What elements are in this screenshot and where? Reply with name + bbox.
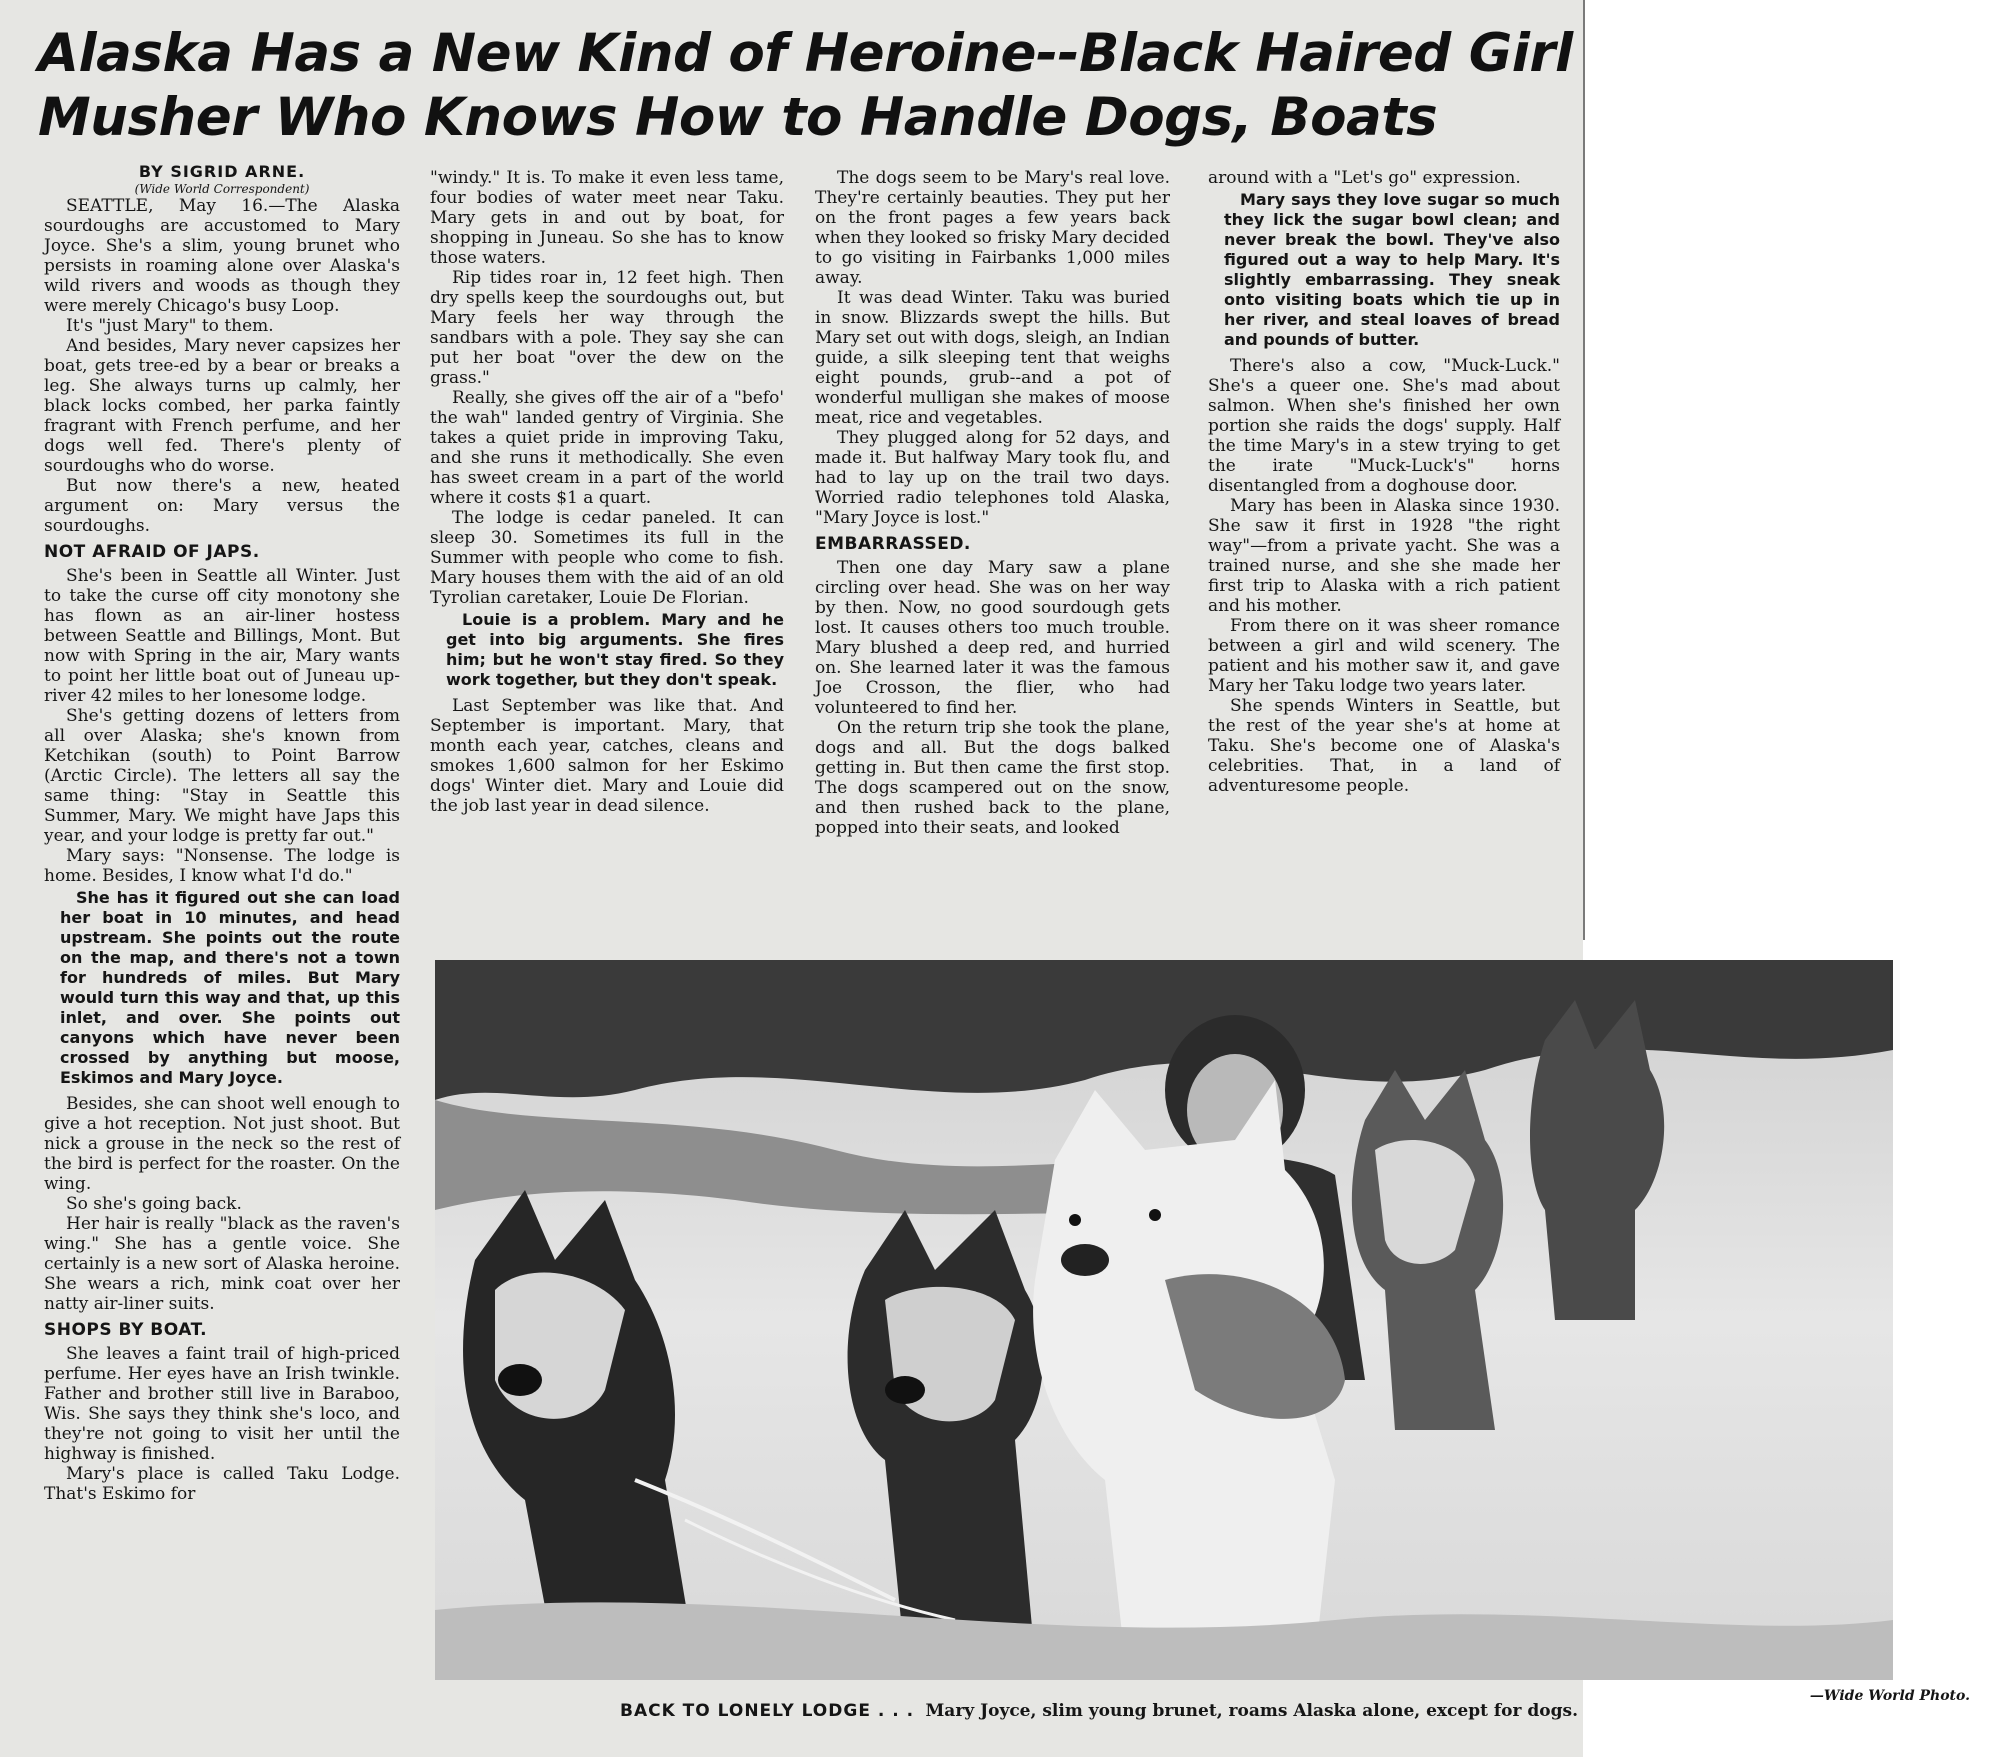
paragraph: Mary says: "Nonsense. The lodge is home. Besides, I know what I'd do." xyxy=(44,846,400,886)
paragraph: Rip tides roar in, 12 feet high. Then dry spells keep the sourdoughs out, but Mary feels her way through the sandbars with a pole. They say she can put her boat "over the dew on the grass." xyxy=(430,268,784,388)
headline: Alaska Has a New Kind of Heroine--Black Haired Girl Musher Who Knows How to Handle Dogs, Boats xyxy=(38,23,1573,148)
paragraph: Then one day Mary saw a plane circling over head. She was on her way by then. Now, no good sourdough gets lost. It causes others too much trouble. Mary blushed a deep red, and hurried on. She learned later it was the famous Joe Crosson, the flier, who had volunteered to find her. xyxy=(815,558,1170,718)
paragraph: They plugged along for 52 days, and made it. But halfway Mary took flu, and had to lay up on the trail two days. Worried radio telephones told Alaska, "Mary Joyce is lost." xyxy=(815,428,1170,528)
caption-heading: BACK TO LONELY LODGE . . . xyxy=(620,1701,915,1721)
paragraph: around with a "Let's go" expression. xyxy=(1208,168,1521,188)
paragraph: But now there's a new, heated argument on: Mary versus the sourdoughs. xyxy=(44,476,400,536)
paragraph: From there on it was sheer romance between a girl and wild scenery. The patient and his mother saw it, and gave Mary her Taku lodge two years later. xyxy=(1208,616,1560,696)
caption-text: Mary Joyce, slim young brunet, roams Alaska alone, except for dogs. xyxy=(925,1701,1579,1721)
article-column-1 xyxy=(44,162,400,1504)
photo-caption xyxy=(620,1700,1790,1722)
article-column-2 xyxy=(430,168,784,816)
paragraph: "windy." It is. To make it even less tame, four bodies of water meet near Taku. Mary gets in and out by boat, for shopping in Juneau. So she has to know those waters. xyxy=(430,168,784,268)
paragraph: Really, she gives off the air of a "befo' the wah" landed gentry of Virginia. She takes a quiet pride in improving Taku, and she runs it methodically. She even has sweet cream in a part of the world where it costs $1 a quart. xyxy=(430,388,784,508)
subheading: SHOPS BY BOAT. xyxy=(44,1320,208,1340)
bold-paragraph: Louie is a problem. Mary and he get into big arguments. She fires him; but he won't stay fired. So they work together, but they don't speak. xyxy=(446,610,784,689)
paragraph: SEATTLE, May 16.—The Alaska sourdoughs are accustomed to Mary Joyce. She's a slim, young brunet who persists in roaming alone over Alaska's wild rivers and woods as though they were merely Chicago's busy Loop. xyxy=(44,196,400,316)
paragraph: She's been in Seattle all Winter. Just to take the curse off city monotony she has flown as an air-liner hostess between Seattle and Billings, Mont. But now with Spring in the air, Mary wants to point her little boat out of Juneau up-river 42 miles to her lonesome lodge. xyxy=(44,566,400,706)
bold-paragraph: She has it figured out she can load her boat in 10 minutes, and head upstream. She points out the route on the map, and there's not a town for hundreds of miles. But Mary would turn this way and that, up this inlet, and over. She points out canyons which have never been crossed by anything but moose, Eskimos and Mary Joyce. xyxy=(60,888,400,1087)
paragraph: Mary has been in Alaska since 1930. She saw it first in 1928 "the right way"—from a private yacht. She was a trained nurse, and she she made her first trip to Alaska with a rich patient and his mother. xyxy=(1208,496,1560,616)
correspondent-credit: (Wide World Correspondent) xyxy=(134,182,310,196)
byline: BY SIGRID ARNE. xyxy=(138,162,306,181)
paragraph: She's getting dozens of letters from all over Alaska; she's known from Ketchikan (south) to Point Barrow (Arctic Circle). The letters all say the same thing: "Stay in Seattle this Summer, Mary. We might have Japs this year, and your lodge is pretty far out." xyxy=(44,706,400,846)
subheading: NOT AFRAID OF JAPS. xyxy=(44,542,260,562)
paragraph: The lodge is cedar paneled. It can sleep 30. Sometimes its full in the Summer with people who come to fish. Mary houses them with the aid of an old Tyrolian caretaker, Louie De Florian. xyxy=(430,508,784,608)
paragraph: It's "just Mary" to them. xyxy=(66,316,274,336)
paragraph: The dogs seem to be Mary's real love. They're certainly beauties. They put her on the front pages a few years back when they looked so frisky Mary decided to go visiting in Fairbanks 1,000 miles away. xyxy=(815,168,1170,288)
paragraph: Last September was like that. And September is important. Mary, that month each year, catches, cleans and smokes 1,600 salmon for her Eskimo dogs' Winter diet. Mary and Louie did the job last year in dead silence. xyxy=(430,696,784,816)
sled-dogs-photo xyxy=(435,960,1893,1680)
paragraph: It was dead Winter. Taku was buried in snow. Blizzards swept the hills. But Mary set out with dogs, sleigh, an Indian guide, a silk sleeping tent that weighs eight pounds, grub--and a pot of wonderful mulligan she makes of moose meat, rice and vegetables. xyxy=(815,288,1170,428)
paragraph: There's also a cow, "Muck-Luck." She's a queer one. She's mad about salmon. When she's finished her own portion she raids the dogs' supply. Half the time Mary's in a stew trying to get the irate "Muck-Luck's" horns disentangled from a doghouse door. xyxy=(1208,356,1560,496)
paragraph: On the return trip she took the plane, dogs and all. But the dogs balked getting in. But then came the first stop. The dogs scampered out on the snow, and then rushed back to the plane, popped into their seats, and looked xyxy=(815,718,1170,838)
bold-paragraph: Mary says they love sugar so much they lick the sugar bowl clean; and never break the bowl. They've also figured out a way to help Mary. It's slightly embarrassing. They sneak onto visiting boats which tie up in her river, and steal loaves of bread and pounds of butter. xyxy=(1224,190,1560,349)
article-column-3 xyxy=(815,168,1170,838)
paragraph: So she's going back. xyxy=(66,1194,242,1214)
clipping-edge xyxy=(1583,0,1585,940)
paragraph: She leaves a faint trail of high-priced perfume. Her eyes have an Irish twinkle. Father and brother still live in Baraboo, Wis. She says they think she's loco, and they're not going to visit her until the highway is finished. xyxy=(44,1344,400,1464)
photo-credit: —Wide World Photo. xyxy=(1809,1688,1970,1704)
paragraph: And besides, Mary never capsizes her boat, gets tree-ed by a bear or breaks a leg. She always turns up calmly, her black locks combed, her parka faintly fragrant with French perfume, and her dogs well fed. There's plenty of sourdoughs who do worse. xyxy=(44,336,400,476)
paragraph: Mary's place is called Taku Lodge. That's Eskimo for xyxy=(44,1464,400,1504)
paragraph: Her hair is really "black as the raven's wing." She has a gentle voice. She certainly is a new sort of Alaska heroine. She wears a rich, mink coat over her natty air-liner suits. xyxy=(44,1214,400,1314)
article-column-4 xyxy=(1208,168,1560,796)
paragraph: Besides, she can shoot well enough to give a hot reception. Not just shoot. But nick a grouse in the neck so the rest of the bird is perfect for the roaster. On the wing. xyxy=(44,1094,400,1194)
subheading: EMBARRASSED. xyxy=(815,534,971,554)
paragraph: She spends Winters in Seattle, but the rest of the year she's at home at Taku. She's become one of Alaska's celebrities. That, in a land of adventuresome people. xyxy=(1208,696,1560,796)
